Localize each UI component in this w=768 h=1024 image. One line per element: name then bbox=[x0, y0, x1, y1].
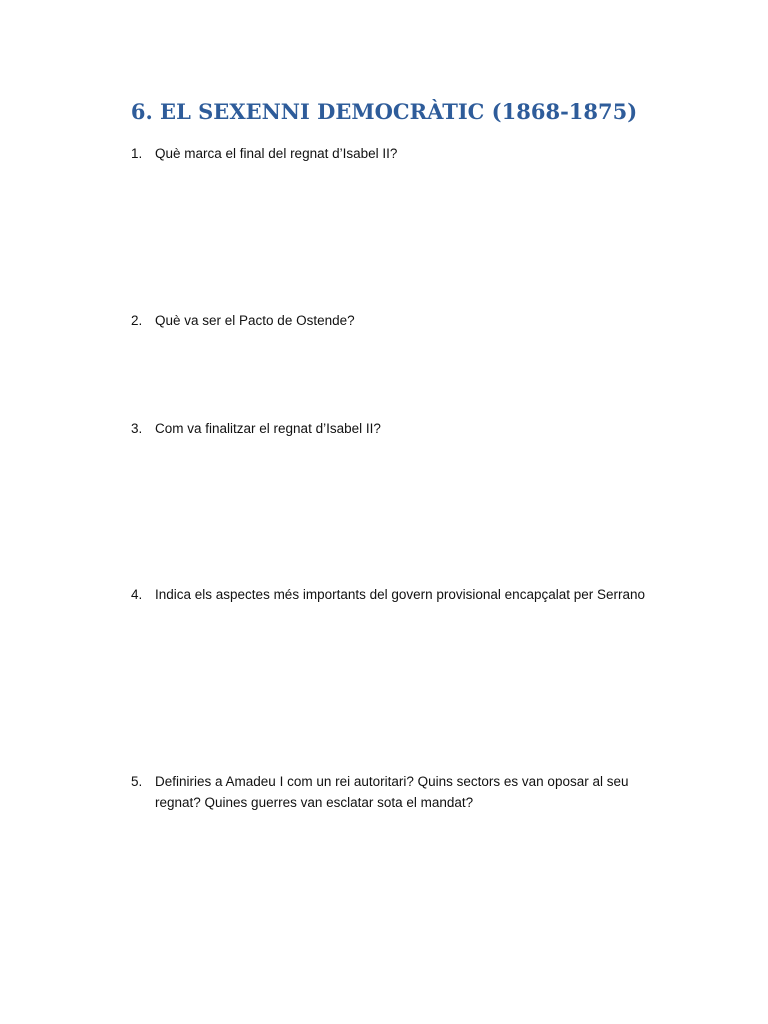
question-number: 1. bbox=[131, 146, 143, 161]
question-item bbox=[131, 311, 661, 332]
question-item bbox=[131, 585, 661, 606]
question-number: 5. bbox=[131, 774, 143, 789]
question-text: Què va ser el Pacto de Ostende? bbox=[155, 313, 355, 328]
question-number: 3. bbox=[131, 421, 143, 436]
question-text: Definiries a Amadeu I com un rei autoritari? Quins sectors es van oposar al seu regnat? Quines guerres van esclatar sota el mandat? bbox=[155, 774, 629, 810]
question-text: Indica els aspectes més importants del govern provisional encapçalat per Serrano bbox=[155, 587, 646, 602]
question-text: Com va finalitzar el regnat d’Isabel II? bbox=[155, 421, 381, 436]
question-item bbox=[131, 419, 661, 440]
page-title: 6. EL SEXENNI DEMOCRÀTIC (1868-1875) bbox=[130, 99, 638, 124]
question-item bbox=[131, 144, 661, 165]
question-number: 2. bbox=[131, 313, 143, 328]
question-number: 4. bbox=[131, 587, 143, 602]
question-text: Què marca el final del regnat d’Isabel II? bbox=[155, 146, 398, 161]
question-item bbox=[131, 772, 661, 813]
